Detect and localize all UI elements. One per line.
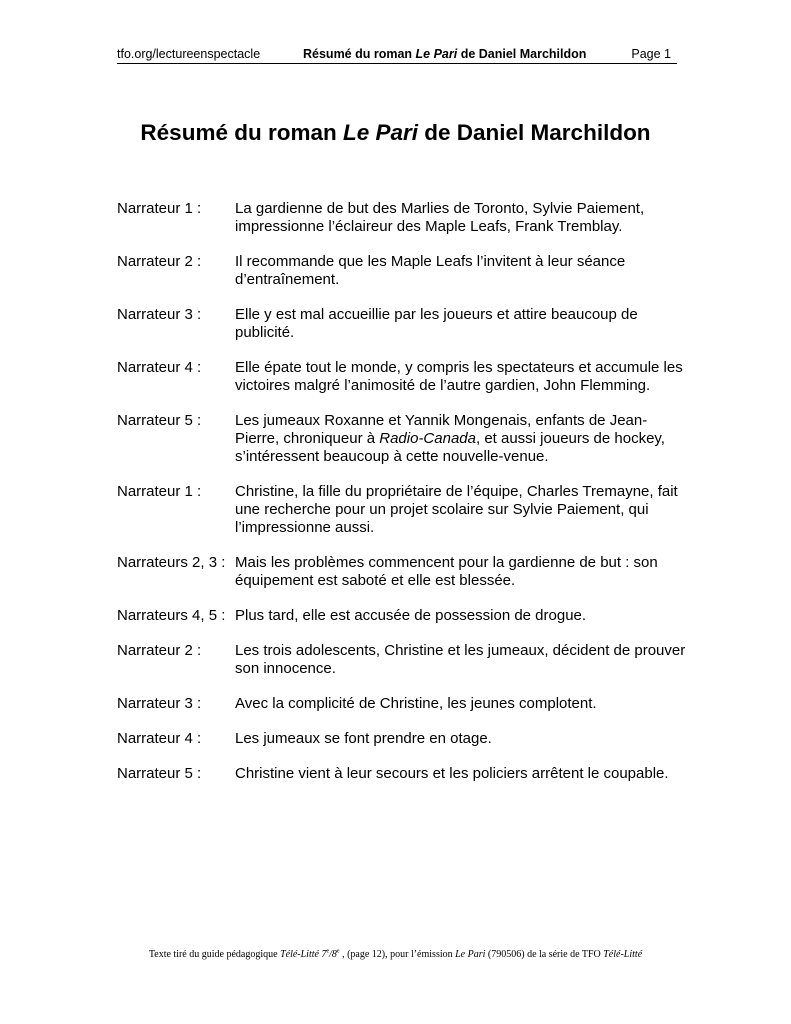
narrator-label: Narrateur 3 : xyxy=(117,306,202,323)
narration-text-italic: Radio-Canada xyxy=(379,430,476,447)
page-title xyxy=(0,118,791,148)
narration-text: Christine, la fille du propriétaire de l’équipe, Charles Tremayne, fait une recherche pour un projet scolaire sur Sylvie Paiement, qui l’impressionne aussi. xyxy=(235,483,678,536)
title-italic: Le Pari xyxy=(342,120,419,145)
narration-text-post: , et aussi joueurs de hockey, s’intéressent beaucoup à cette nouvelle-venue. xyxy=(235,430,665,465)
narration-text: Les jumeaux se font prendre en otage. xyxy=(235,730,492,747)
narration-entry xyxy=(117,730,687,748)
narration-text: Elle épate tout le monde, y compris les spectateurs et accumule les victoires malgré l’animosité de l’autre gardien, John Flemming. xyxy=(235,359,683,394)
narration-entry xyxy=(117,200,687,236)
narrator-label: Narrateur 5 : xyxy=(117,412,202,429)
narrator-label: Narrateur 4 : xyxy=(117,359,202,376)
narration-entry xyxy=(117,253,687,289)
narration-text: Plus tard, elle est accusée de possession de drogue. xyxy=(235,607,587,624)
footer-show-title: Le Pari xyxy=(455,949,486,960)
narration-list xyxy=(117,200,687,783)
narration-text: Avec la complicité de Christine, les jeunes complotent. xyxy=(235,695,597,712)
narration-entry xyxy=(117,483,687,537)
footer-sup-1: e xyxy=(326,948,330,955)
narrator-label: Narrateur 4 : xyxy=(117,730,202,747)
footer-text-1: Texte tiré du guide pédagogique xyxy=(148,949,281,960)
narrator-label: Narrateur 2 : xyxy=(117,642,202,659)
narration-entry xyxy=(117,765,687,783)
header-page-number: Page 1 xyxy=(631,47,671,61)
narrator-label: Narrateur 5 : xyxy=(117,765,202,782)
footer-guide-title: Télé-Litté 7 xyxy=(280,949,327,960)
narration-entry xyxy=(117,412,687,466)
header-site-url: tfo.org/lectureenspectacle xyxy=(117,47,261,61)
header-title-italic: Le Pari xyxy=(415,47,458,61)
page-header xyxy=(117,45,677,64)
narration-entry xyxy=(117,695,687,713)
narration-text: Il recommande que les Maple Leafs l’invitent à leur séance d’entraînement. xyxy=(235,253,626,288)
narration-entry xyxy=(117,306,687,342)
footer-text-3: (790506) de la série de TFO xyxy=(485,949,604,960)
narration-entry xyxy=(117,642,687,678)
title-post: de Daniel Marchildon xyxy=(418,120,651,145)
narration-text: Christine vient à leur secours et les policiers arrêtent le coupable. xyxy=(235,765,669,782)
narration-text: Les trois adolescents, Christine et les jumeaux, décident de prouver son innocence. xyxy=(235,642,686,677)
narrator-label: Narrateur 2 : xyxy=(117,253,202,270)
narrator-label: Narrateur 3 : xyxy=(117,695,202,712)
header-title-pre: Résumé du roman xyxy=(303,47,416,61)
narration-entry xyxy=(117,359,687,395)
header-title-post: de Daniel Marchildon xyxy=(457,47,587,61)
narration-text: La gardienne de but des Marlies de Toronto, Sylvie Paiement, impressionne l’éclaireur des Maple Leafs, Frank Tremblay. xyxy=(235,200,645,235)
narration-text xyxy=(235,412,687,466)
footer-guide-grade: /8 xyxy=(329,949,337,960)
narrator-label: Narrateurs 4, 5 : xyxy=(117,607,226,624)
narration-text: Mais les problèmes commencent pour la gardienne de but : son équipement est saboté et elle est blessée. xyxy=(235,554,658,589)
title-pre: Résumé du roman xyxy=(140,120,343,145)
narrator-label: Narrateur 1 : xyxy=(117,483,202,500)
narration-text-pre: Les jumeaux Roxanne et Yannik Mongenais, enfants de Jean-Pierre, chroniqueur à xyxy=(235,412,648,447)
narrator-label: Narrateur 1 : xyxy=(117,200,202,217)
narration-entry xyxy=(117,554,687,590)
narrator-label: Narrateurs 2, 3 : xyxy=(117,554,226,571)
narration-text: Elle y est mal accueillie par les joueurs et attire beaucoup de publicité. xyxy=(235,306,638,341)
footer-series-title: Télé-Litté xyxy=(603,949,643,960)
page-footer xyxy=(0,948,791,962)
footer-text-2: , (page 12), pour l’émission xyxy=(339,949,456,960)
footer-sup-2: e xyxy=(336,948,340,955)
narration-entry xyxy=(117,607,687,625)
header-document-title xyxy=(303,45,586,63)
